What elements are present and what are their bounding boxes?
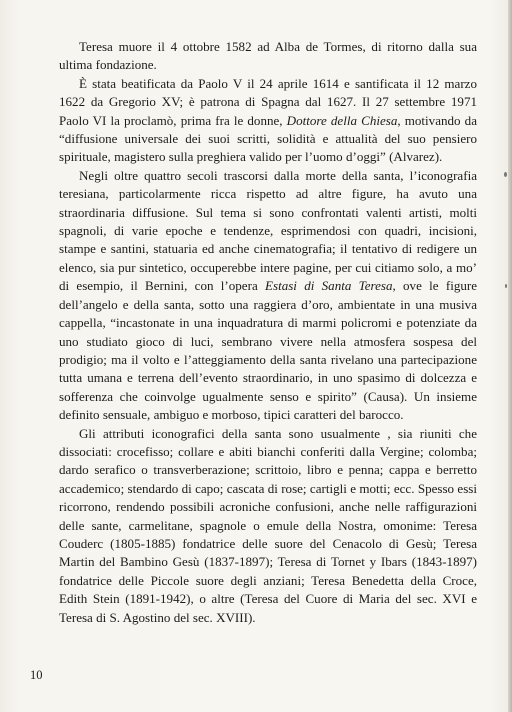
page-number: 10 [30, 668, 43, 682]
paragraph-iconography [59, 167, 477, 425]
text-segment: Teresa muore il 4 ottobre 1582 ad Alba de Tormes, di ritorno dalla sua ultima fondazione. [59, 39, 477, 73]
paragraph-death [59, 38, 477, 75]
scan-speck [504, 172, 507, 177]
paragraph-attributes [59, 425, 477, 627]
text-segment: Negli oltre quattro secoli trascorsi dalla morte della santa, l’iconografia teresiana, particolarmente ricca rispetto ad altre figure, ha avuto una straordinaria diffusione. Sul tema si sono confrontati valenti artisti, molti spagnoli, di varie epoche e tendenze, esprimendosi con quadri, incisioni, stampe e santini, statuaria ed anche cinematografia; il tentativo di redigere un elenco, sia pur sintetico, occuperebbe intere pagine, per cui citiamo solo, a mo’ di esempio, il Bernini, con l’opera [59, 167, 477, 294]
text-segment: , ove le figure dell’angelo e della santa, sotto una raggiera d’oro, ambientate in una musiva cappella, “incastonate in una inquadratura di marmi policromi e potenziate da uno studiato gioco di luci, sembrano vivere nella atmosfera sospesa del prodigio; ma il volto e l’atteggiamento della santa rivelano una partecipazione tutta umana e terrena dell’evento straordinario, in uno spasimo di dolcezza e sofferenza che coinvolge ugualmente senso e spirito” (Causa). Un insieme definito sensuale, ambiguo e morboso, tipici caratteri del barocco. [59, 278, 478, 423]
paragraph-canonization [59, 75, 477, 167]
text-segment: , motivando da “diffusione universale dei suoi scritti, solidità e attualità del suo pensiero spirituale, magistero sulla preghiera valido per l’uomo d’oggi” (Alvarez). [59, 112, 477, 165]
text-segment: È stata beatificata da Paolo V il 24 aprile 1614 e santificata il 12 marzo 1622 da Gregorio XV; è patrona di Spagna dal 1627. Il 27 settembre 1971 Paolo VI la proclamò, prima fra le donne, [59, 75, 477, 128]
page-edge-shadow [508, 0, 512, 712]
italic-title-ecstasy: Estasi di Santa Teresa [265, 278, 393, 294]
body-text [59, 38, 477, 627]
text-segment: Gli attributi iconografici della santa sono usualmente , sia riuniti che dissociati: crocefisso; collare e abiti bianchi conferiti dalla Vergine; colomba; dardo serafico o transverberazione; scrittoio, libro e penna; cappa e berretto accademico; stendardo di capo; cascata di rose; cartigli e motti; ecc. Spesso essi ricorrono, rendendo possibili acroniche confusioni, anche nelle raffigurazioni delle sante, carmelitane, spagnole o emule della Nostra, omonime: Teresa Couderc (1805-1885) fondatrice delle suore del Cenacolo di Gesù; Teresa Martin del Bambino Gesù (1837-1897); Teresa di Tornet y Ibars (1843-1897) fondatrice delle Piccole suore degli anziani; Teresa Benedetta della Croce, Edith Stein (1891-1942), o altre (Teresa del Cuore di Maria del sec. XVI e Teresa di S. Agostino del sec. XVIII). [59, 425, 477, 625]
scan-speck [505, 284, 507, 288]
italic-title-doctor: Dottore della Chiesa [286, 112, 398, 128]
